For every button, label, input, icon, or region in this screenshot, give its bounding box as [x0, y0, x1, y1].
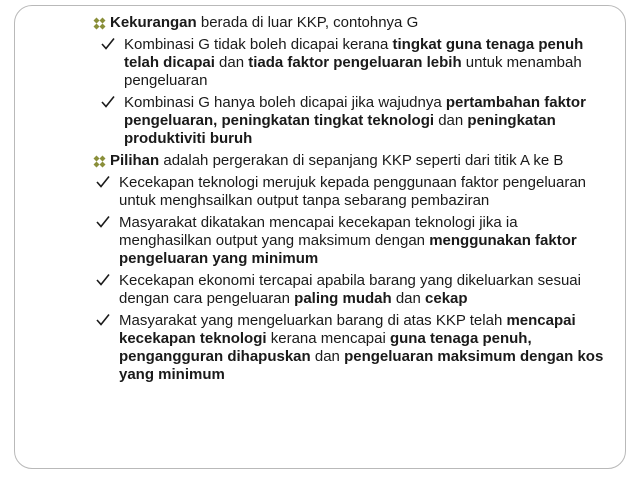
text-run: Kecekapan teknologi merujuk kepada penggunaan faktor pengeluaran untuk menghsailkan output tanpa sebarang pembaziran: [119, 174, 587, 209]
text-run: dan: [434, 112, 468, 129]
bullet-pilihan: [93, 152, 613, 170]
text-run: berada di luar KKP, contohnya G: [196, 14, 419, 31]
bold-text-run: Pilihan: [110, 152, 160, 169]
sub-bullet-masyarakat-dikatakan: [88, 214, 613, 268]
bold-text-run: mencapai kecekapan teknologi: [119, 312, 576, 347]
text-run: untuk menambah pengeluaran: [124, 54, 582, 89]
checkmark-icon: [96, 175, 110, 188]
bold-text-run: Kekurangan: [110, 14, 197, 31]
checkmark-icon: [96, 313, 110, 326]
diamond-bullet-icon: [93, 17, 106, 30]
sub-bullet-text: [119, 214, 577, 267]
slide-content: [93, 10, 613, 384]
sub-bullet-text: [124, 36, 583, 89]
text-run: Kombinasi G tidak boleh dicapai kerana: [124, 36, 393, 53]
bold-text-run: tiada faktor pengeluaran lebih: [248, 54, 462, 71]
sub-bullet-text: [119, 272, 581, 307]
sub-bullet-text: [119, 174, 586, 209]
sub-bullet-kecekapan-teknologi: [88, 174, 613, 210]
bold-text-run: guna tenaga penuh, pengangguran dihapuskan: [119, 330, 532, 365]
text-run: Kecekapan ekonomi tercapai apabila barang yang dikeluarkan sesuai dengan cara pengeluaran: [119, 272, 581, 307]
bold-text-run: menggunakan faktor pengeluaran yang minimum: [119, 232, 577, 267]
bold-text-run: peningkatan produktiviti buruh: [124, 112, 556, 147]
checkmark-icon: [101, 37, 115, 50]
sub-bullet-text: [119, 312, 603, 383]
bold-text-run: pertambahan faktor pengeluaran, peningkatan tingkat teknologi: [124, 94, 586, 129]
diamond-bullet-icon: [93, 155, 106, 168]
checkmark-icon: [96, 273, 110, 286]
checkmark-icon: [96, 215, 110, 228]
text-run: dan: [214, 54, 249, 71]
sub-bullet-kombinasi-g-hanya: [93, 94, 613, 148]
text-run: dan: [391, 290, 426, 307]
text-run: Masyarakat yang mengeluarkan barang di atas KKP telah: [119, 312, 507, 329]
bullet-text: [110, 14, 418, 31]
bullet-text: [110, 152, 563, 169]
text-run: Kombinasi G hanya boleh dicapai jika wajudnya: [124, 94, 446, 111]
sub-bullet-text: [124, 94, 586, 147]
bullet-group-pilihan: [93, 152, 613, 384]
sub-bullet-kombinasi-g-tidak: [93, 36, 613, 90]
sub-bullet-masyarakat-mengeluarkan: [88, 312, 613, 384]
text-run: dan: [310, 348, 345, 365]
bullet-kekurangan: [93, 14, 613, 32]
checkmark-icon: [101, 95, 115, 108]
text-run: Masyarakat dikatakan mencapai kecekapan teknologi jika ia menghasilkan output yang maksimum dengan: [119, 214, 518, 249]
text-run: adalah pergerakan di sepanjang KKP seperti dari titik A ke B: [159, 152, 564, 169]
bold-text-run: pengeluaran maksimum dengan kos yang minimum: [119, 348, 604, 383]
bold-text-run: cekap: [425, 290, 468, 307]
bold-text-run: tingkat guna tenaga penuh telah dicapai: [124, 36, 584, 71]
bold-text-run: paling mudah: [294, 290, 392, 307]
sub-bullet-kecekapan-ekonomi: [88, 272, 613, 308]
text-run: kerana mencapai: [266, 330, 390, 347]
bullet-group-kekurangan: [93, 14, 613, 148]
